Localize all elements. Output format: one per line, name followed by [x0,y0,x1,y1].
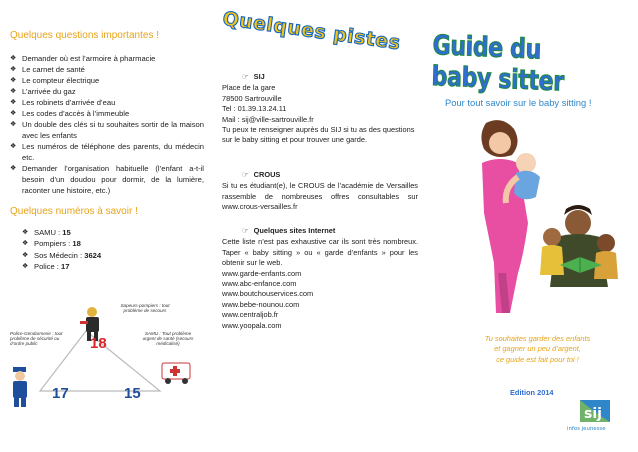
pointing-hand-icon: ☞ [242,226,249,235]
list-item: ❖ Demander où est l’armoire à pharmacie [10,53,204,64]
police-caption: Police-Gendarmerie : tout problème de sécurité ou d’ordre public [10,331,63,347]
crous-block [222,170,418,213]
pompiers-caption: Sapeurs-pompiers : tout problème de secours [120,303,170,314]
list-item: ❖ Un double des clés si tu souhaites sortir de la maison avec les enfants [10,119,204,141]
family-illustration [456,115,626,320]
sij-block [222,72,418,146]
list-item: ❖ Le carnet de santé [10,64,204,75]
list-item: ❖ Les robinets d’arrivée d’eau [10,97,204,108]
list-item: ❖ Les numéros de téléphone des parents, du médecin etc. [10,141,204,163]
emergency-diagram [10,303,200,413]
number-item: ❖ Sos Médecin : 3624 [22,250,204,261]
sites-block [222,226,418,331]
pointing-hand-icon: ☞ [242,170,249,179]
father-with-children-icon [540,205,618,287]
sij-title: ☞ SIJ [242,72,265,81]
sij-city: 78500 Sartrouville [222,93,282,103]
emergency-diagram-art [10,303,200,413]
pistes-wordart: Quelques pistes [221,7,402,55]
tagline: Pour tout savoir sur le baby sitting ! [445,97,592,108]
site-link[interactable]: www.garde-enfants.com [222,268,302,278]
site-link[interactable]: www.centraljob.fr [222,310,279,320]
police-officer-icon [13,367,27,407]
cta-text: Tu souhaites garder des enfants et gagner un peu d’argent, ce guide est fait pour toi ! [484,334,591,364]
crous-title: ☞ CROUS [242,170,281,179]
number-15: 15 [124,385,141,402]
numbers-heading: Quelques numéros à savoir ! [10,206,138,217]
site-link[interactable]: www.yoopala.com [222,320,282,330]
sites-text: Cette liste n’est pas exhaustive car ils sont très nombreux. Taper « baby sitting » ou « garde d’enfants » pour les obtenir sur le web. [222,237,418,268]
guide-wordart: Guide du baby sitter [431,30,565,98]
ambulance-icon [162,363,190,384]
questions-list [10,53,204,196]
sij-email[interactable]: Mail : sij@ville-sartrouville.fr [222,114,314,124]
list-item: ❖ Demander l’organisation habituelle (l’enfant a-t-il besoin d’un doudou pour dormir, de la lumière, raconter une histoire, etc.) [10,163,204,196]
svg-text:sij: sij [584,406,602,422]
sij-address: Place de la gare [222,83,276,93]
sij-logo-mark [566,398,626,436]
sij-text: Tu peux te renseigner auprès du SIJ si tu as des questions sur le baby sitting et pour trouver une garde. [222,125,415,145]
sij-phone: Tel : 01.39.13.24.11 [222,104,287,114]
numbers-list [10,227,204,272]
number-item: ❖ SAMU : 15 [22,227,204,238]
edition-label: Edition 2014 [510,388,554,397]
number-18: 18 [90,335,107,352]
list-item: ❖ Le compteur électrique [10,75,204,86]
crous-text: Si tu es étudiant(e), le CROUS de l’académie de Versailles rassemble de nombreuses offres consultables sur www.crous-versailles.fr [222,181,418,212]
site-link[interactable]: www.boutchouservices.com [222,289,314,299]
list-item: ❖ L’arrivée du gaz [10,86,204,97]
mother-with-baby-icon [481,120,540,313]
number-item: ❖ Pompiers : 18 [22,238,204,249]
number-item: ❖ Police : 17 [22,261,204,272]
samu-caption: SAMU : Tout problème urgent de santé (secours médicalisé) [142,331,194,347]
site-link[interactable]: www.abc-enfance.com [222,279,297,289]
pointing-hand-icon: ☞ [242,72,249,81]
number-17: 17 [52,385,69,402]
sij-logo [566,398,626,436]
list-item: ❖ Les codes d’accès à l’immeuble [10,108,204,119]
sites-title: ☞ Quelques sites Internet [242,226,336,235]
questions-heading: Quelques questions importantes ! [10,30,159,41]
svg-text:infos jeunesse: infos jeunesse [567,426,606,432]
site-link[interactable]: www.bebe-nounou.com [222,299,300,309]
